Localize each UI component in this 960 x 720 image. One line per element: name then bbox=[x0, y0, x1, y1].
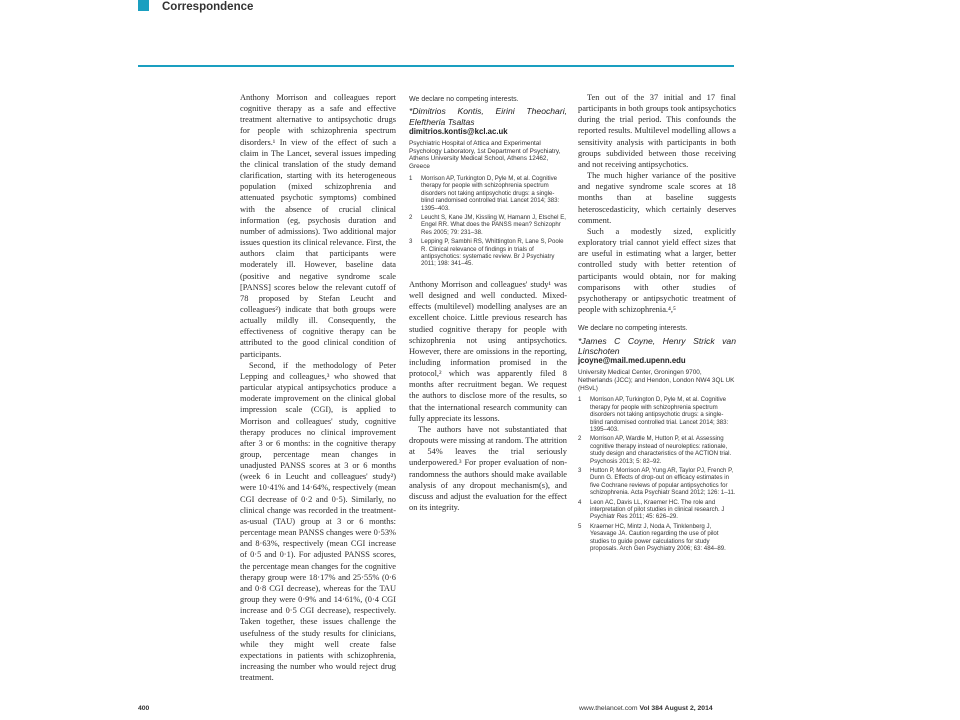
page-number: 400 bbox=[138, 705, 150, 712]
reference-item bbox=[578, 499, 736, 521]
letter1-competing-interests: We declare no competing interests. bbox=[409, 96, 519, 103]
footer-date: August 2, 2014 bbox=[664, 705, 713, 712]
reference-text: Leon AC, Davis LL, Kraemer HC. The role and interpretation of pilot studies in clinical research. J Psychiatr Res 2011; 45: 626–29. bbox=[590, 498, 725, 521]
reference-item bbox=[409, 238, 567, 268]
reference-item bbox=[578, 523, 736, 553]
section-title: Correspondence bbox=[162, 1, 254, 13]
letter2-paragraph-1: Anthony Morrison and colleagues' study¹ was well designed and well conducted. Mixed-effects (multilevel) modelling analyses are an excellent choice. Little previous research has studied cognitive therapy for people with schizophrenia not using antipsychotics. However, there are omissions in the reporting, including information promised in the protocol,² which was apparently filed 8 months after recruitment began. We request the authors to disclose more of the results, so that the international research community can fully appreciate its lessons. bbox=[409, 279, 567, 423]
letter1-references bbox=[409, 175, 567, 268]
letter2-references bbox=[578, 396, 736, 552]
reference-number: 5 bbox=[578, 522, 582, 530]
section-marker-square bbox=[138, 0, 149, 11]
reference-number: 3 bbox=[409, 238, 413, 246]
letter2-authors: *James C Coyne, Henry Strick van Linschoten bbox=[578, 335, 736, 356]
reference-text: Morrison AP, Turkington D, Pyle M, et al. Cognitive therapy for people with schizophrenia spectrum disorders not taking antipsychotic drugs: a single-blind randomised controlled trial. Lancet 2014; 383: 1395–403. bbox=[590, 396, 729, 433]
column-1 bbox=[240, 92, 396, 683]
footer-citation bbox=[579, 705, 713, 712]
letter1-affiliation: Psychiatric Hospital of Attica and Experimental Psychology Laboratory, 1st Department of Psychiatry, Athens University Medical School, Athens 12462, Greece bbox=[409, 139, 561, 171]
reference-number: 2 bbox=[578, 435, 582, 443]
letter1-paragraph-1: Anthony Morrison and colleagues report cognitive therapy as a safe and effective treatment alternative to antipsychotic drugs for people with schizophrenia spectrum disorders.¹ In view of the effect of such a claim in The Lancet, several issues impeding the clinical translation of the study demand clarification, starting with its heterogeneous population (mixed schizophrenia and attenuated psychotic symptoms) combined with the absence of crucial clinical information (eg, psychosis duration and number of admissions). Two additional major issues question its clinical relevance. First, the authors claim that participants were moderately ill. However, baseline data (positive and negative syndrome scale [PANSS] scores below the relevant cutoff of 78 proposed by Stefan Leucht and colleagues²) indicate that both groups were actually mildly ill. Consequently, the effectiveness of cognitive therapy can be attributed to the good clinical condition of participants. bbox=[240, 93, 396, 359]
reference-text: Leucht S, Kane JM, Kissling W, Hamann J, Etschel E, Engel RR. What does the PANSS mean? Schizophr Res 2005; 79: 231–38. bbox=[421, 214, 566, 236]
reference-text: Kraemer HC, Mintz J, Noda A, Tinklenberg J, Yesavage JA. Caution regarding the use of pilot studies to guide power calculations for study proposals. Arch Gen Psychiatry 2006; 63: 484–89. bbox=[590, 522, 726, 553]
reference-item bbox=[409, 175, 567, 212]
letter1-email[interactable]: dimitrios.kontis@kcl.ac.uk bbox=[409, 126, 508, 136]
reference-number: 1 bbox=[409, 175, 413, 182]
letter1-authors: *Dimitrios Kontis, Eirini Theochari, Eleftheria Tsaltas bbox=[409, 106, 567, 127]
reference-item bbox=[578, 467, 736, 497]
reference-number: 1 bbox=[578, 396, 582, 404]
reference-text: Morrison AP, Turkington D, Pyle M, et al. Cognitive therapy for people with schizophrenia spectrum disorders not taking antipsychotic drugs: a single-blind randomised controlled trial. Lancet 2014; 383: 1395–403. bbox=[421, 175, 560, 212]
letter2-email[interactable]: jcoyne@mail.med.upenn.edu bbox=[578, 355, 686, 365]
reference-text: Hutton P, Morrison AP, Yung AR, Taylor PJ, French P, Dunn G. Effects of drop-out on efficacy estimates in five Cochrane reviews of popular antipsychotics for schizophrenia. Acta Psychiatr Scand 2012; 126: 1–11. bbox=[590, 466, 736, 497]
reference-text: Lepping P, Sambhi RS, Whittington R, Lane S, Poole R. Clinical relevance of findings in trials of antipsychotics: systematic review. Br J Psychiatry 2011; 198: 341–45. bbox=[421, 238, 564, 268]
letter1-paragraph-2: Second, if the methodology of Peter Lepping and colleagues,³ who showed that particular atypical antipsychotics produce a moderate improvement on the clinical global impression scale (CGI), is applied to Morrison and colleagues' study, cognitive therapy produces no clinical improvement after 3 or 6 months: in the cognitive therapy group, percentage mean changes in unadjusted PANSS scores at 3 or 6 months (week 6 in Leucht and colleagues' study²) were 10·41% and 14·64%, respectively (mean CGI decrease of 0·2 and 0·5). Similarly, no clinical change was recorded in the treatment-as-usual (TAU) group at 3 or 6 months: percentage mean PANSS changes were 0·53% and 8·63%, respectively (mean CGI increase of 0·5 and 0·1). For adjusted PANSS scores, the percentage mean changes for the cognitive therapy group were 18·17% and 25·55% (0·6 and 0·8 CGI decrease), whereas for the TAU group they were 0·9% and 14·61%, (0·4 CGI increase and 0·5 CGI decrease), respectively. Taken together, these issues challenge the usefulness of the study results for clinicians, while they might well create false expectations in patients with schizophrenia, increasing the number who would reject drug treatment. bbox=[240, 360, 396, 683]
header-divider bbox=[138, 65, 734, 67]
reference-number: 2 bbox=[409, 214, 413, 222]
reference-number: 4 bbox=[578, 498, 582, 506]
reference-item bbox=[409, 214, 567, 236]
reference-number: 3 bbox=[578, 466, 582, 474]
reference-item bbox=[578, 396, 736, 433]
reference-text: Morrison AP, Wardle M, Hutton P, et al. Assessing cognitive therapy instead of neuroleptics: rationale, study design and characteristics of the ACTION trial. Psychosis 2013; 5: 82–92. bbox=[590, 435, 732, 465]
footer-volume: Vol 384 bbox=[639, 705, 663, 712]
letter2-paragraph-3: Ten out of the 37 initial and 17 final participants in both groups took antipsychotics during the trial period. This confounds the reported results. Multilevel modelling allows a sensitivity analysis with participants in both groups subdivided between those receiving and not receiving antipsychotics. bbox=[578, 93, 736, 169]
letter2-affiliation: University Medical Center, Groningen 9700, Netherlands (JCC); and Hendon, London NW4 3QL UK (HSvL) bbox=[578, 368, 735, 392]
column-2 bbox=[409, 92, 567, 513]
column-3 bbox=[578, 92, 736, 554]
footer-site-link[interactable]: www.thelancet.com bbox=[579, 705, 638, 712]
reference-item bbox=[578, 435, 736, 465]
letter2-competing-interests: We declare no competing interests. bbox=[578, 325, 688, 333]
letter2-paragraph-2: The authors have not substantiated that dropouts were missing at random. The attrition at 54% leaves the trial seriously underpowered.³ For proper evaluation of non-randomness the authors should make available analysis of any dropout mechanism(s), and discuss and adjust the evaluation for the effect on its integrity. bbox=[409, 424, 567, 512]
letter2-paragraph-4: The much higher variance of the positive and negative syndrome scale scores at 18 months than at baseline suggests heteroscedasticity, which certainly deserves comment. bbox=[578, 171, 736, 225]
letter2-paragraph-5: Such a modestly sized, explicitly exploratory trial cannot yield effect sizes that are useful in estimating what a larger, better controlled study with better retention of participants would obtain, nor for making comparisons with other studies of psychotherapy or antipsychotic treatment of people with schizophrenia.⁴,⁵ bbox=[578, 226, 736, 314]
